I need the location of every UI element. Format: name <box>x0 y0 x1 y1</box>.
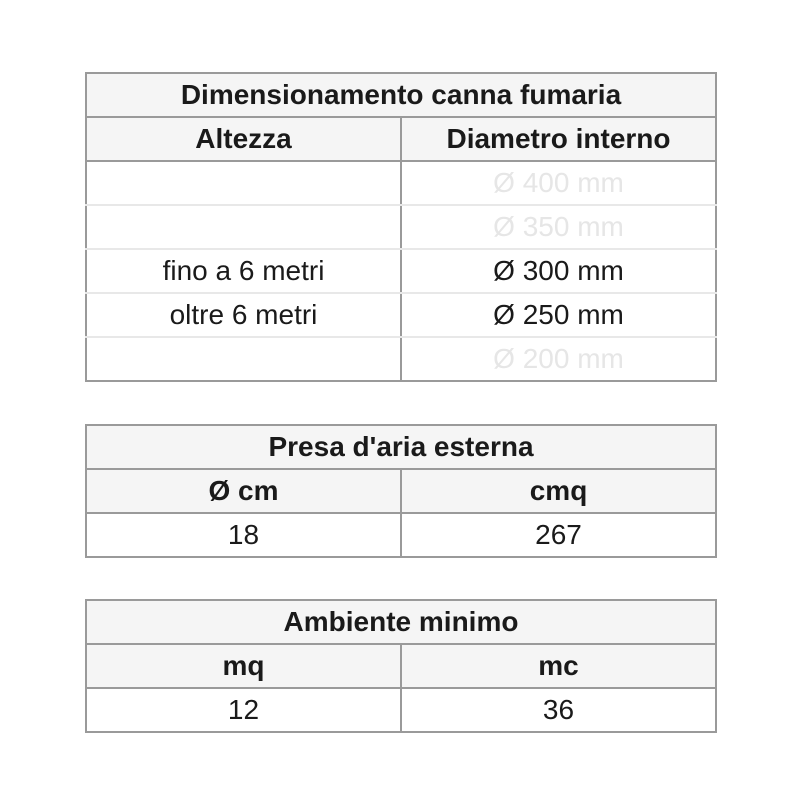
diametro-cm-header: Ø cm <box>86 469 401 513</box>
altezza-cell <box>86 337 401 381</box>
diametro-cm-value: 18 <box>86 513 401 557</box>
mq-header: mq <box>86 644 401 688</box>
table-row <box>86 688 716 732</box>
ambiente-minimo-title: Ambiente minimo <box>86 600 716 644</box>
cmq-value: 267 <box>401 513 716 557</box>
altezza-cell <box>86 161 401 205</box>
diametro-cell: Ø 350 mm <box>401 205 716 249</box>
diametro-cell: Ø 300 mm <box>401 249 716 293</box>
mc-header: mc <box>401 644 716 688</box>
altezza-cell: oltre 6 metri <box>86 293 401 337</box>
mc-value: 36 <box>401 688 716 732</box>
ambiente-minimo-table <box>85 599 717 733</box>
presa-aria-title: Presa d'aria esterna <box>86 425 716 469</box>
table-row <box>86 161 716 205</box>
diametro-header: Diametro interno <box>401 117 716 161</box>
altezza-cell: fino a 6 metri <box>86 249 401 293</box>
diametro-cell: Ø 200 mm <box>401 337 716 381</box>
table-row <box>86 513 716 557</box>
table-row <box>86 337 716 381</box>
canna-fumaria-title: Dimensionamento canna fumaria <box>86 73 716 117</box>
table-row <box>86 205 716 249</box>
cmq-header: cmq <box>401 469 716 513</box>
canna-fumaria-table <box>85 72 717 382</box>
diametro-cell: Ø 400 mm <box>401 161 716 205</box>
mq-value: 12 <box>86 688 401 732</box>
altezza-cell <box>86 205 401 249</box>
altezza-header: Altezza <box>86 117 401 161</box>
table-row <box>86 249 716 293</box>
table-row <box>86 293 716 337</box>
diametro-cell: Ø 250 mm <box>401 293 716 337</box>
presa-aria-table <box>85 424 717 558</box>
